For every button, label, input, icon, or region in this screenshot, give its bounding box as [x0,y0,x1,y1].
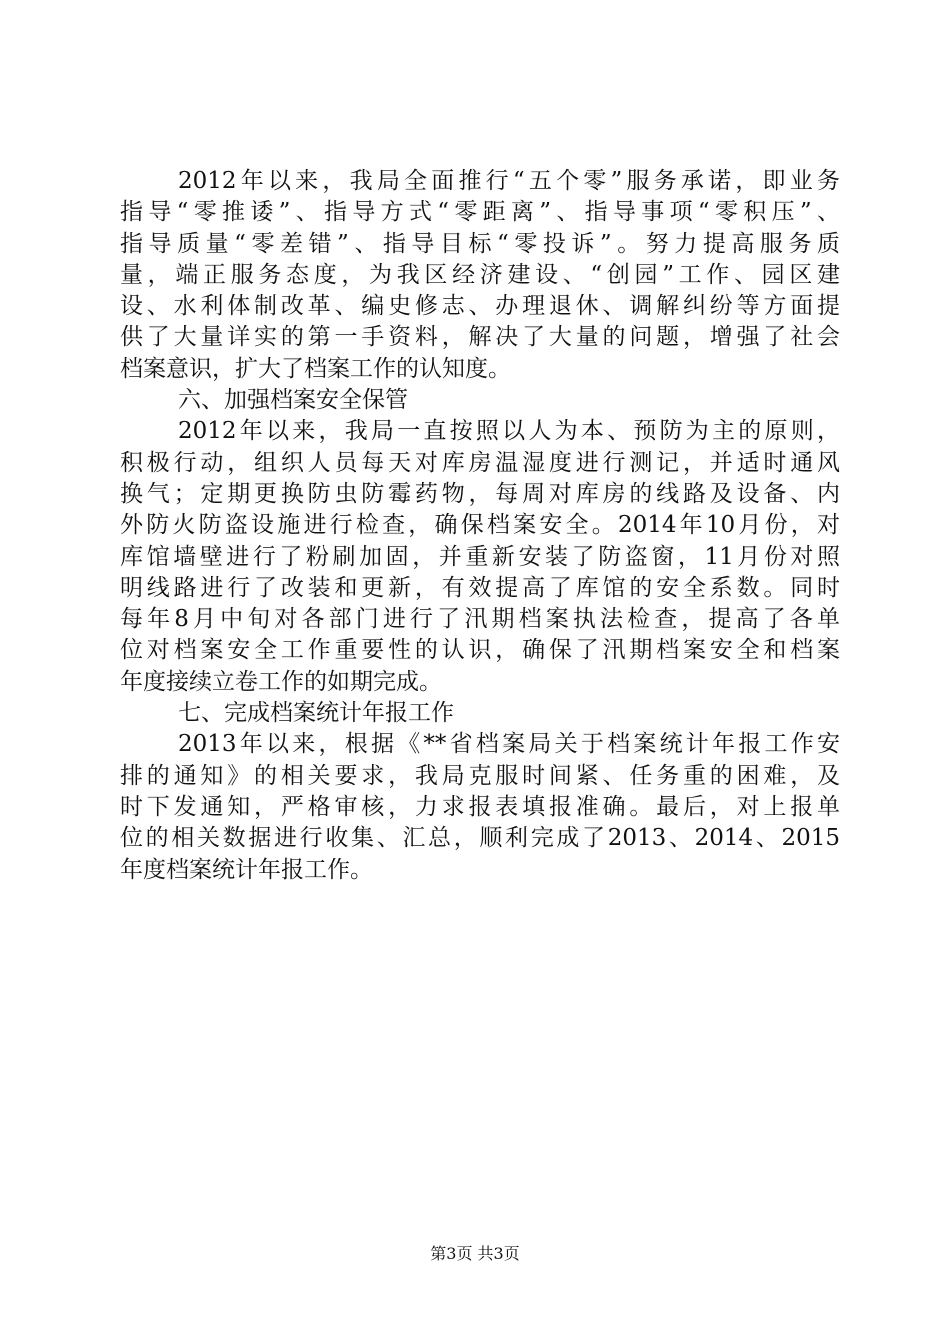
paragraph-line: 积极行动，组织人员每天对库房温湿度进行测记，并适时通风 [120,449,840,476]
paragraph-line: 档案意识，扩大了档案工作的认知度。 [120,355,511,382]
paragraph-line: 2013年以来，根据《**省档案局关于档案统计年报工作安 [178,731,840,758]
paragraph-line: 每年8月中旬对各部门进行了汛期档案执法检查，提高了各单 [120,606,840,633]
paragraph-line: 供了大量详实的第一手资料，解决了大量的问题，增强了社会 [120,324,840,351]
section-heading: 七、完成档案统计年报工作 [178,700,454,727]
paragraph-line: 时下发通知，严格审核，力求报表填报准确。最后，对上报单 [120,793,840,820]
paragraph-line: 指导质量“零差错”、指导目标“零投诉”。努力提高服务质 [120,230,840,257]
paragraph-line: 2012年以来，我局全面推行“五个零”服务承诺，即业务 [178,168,840,194]
paragraph-line: 设、水利体制改革、编史修志、办理退休、调解纠纷等方面提 [120,293,840,320]
paragraph-line: 年度档案统计年报工作。 [120,856,373,883]
paragraph-line: 位对档案安全工作重要性的认识，确保了汛期档案安全和档案 [120,637,840,664]
paragraph-line: 指导“零推诿”、指导方式“零距离”、指导事项“零积压”、 [120,199,840,226]
paragraph-line: 2012年以来，我局一直按照以人为本、预防为主的原则， [178,418,840,445]
paragraph-line: 换气；定期更换防虫防霉药物，每周对库房的线路及设备、内 [120,480,840,507]
page-footer: 第3页 共3页 [430,1244,520,1263]
paragraph-line: 外防火防盗设施进行检查，确保档案安全。2014年10月份，对 [120,512,840,539]
section-heading: 六、加强档案安全保管 [178,387,408,414]
paragraph-line: 位的相关数据进行收集、汇总，顺利完成了2013、2014、2015 [120,825,840,852]
paragraph-line: 量，端正服务态度，为我区经济建设、“创园”工作、园区建 [120,261,840,288]
paragraph-line: 排的通知》的相关要求，我局克服时间紧、任务重的困难，及 [120,762,840,789]
document-body [120,166,840,886]
paragraph-line: 库馆墙壁进行了粉刷加固，并重新安装了防盗窗，11月份对照 [120,543,840,570]
paragraph-line: 年度接续立卷工作的如期完成。 [120,668,442,695]
paragraph-line: 明线路进行了改装和更新，有效提高了库馆的安全系数。同时 [120,574,840,601]
